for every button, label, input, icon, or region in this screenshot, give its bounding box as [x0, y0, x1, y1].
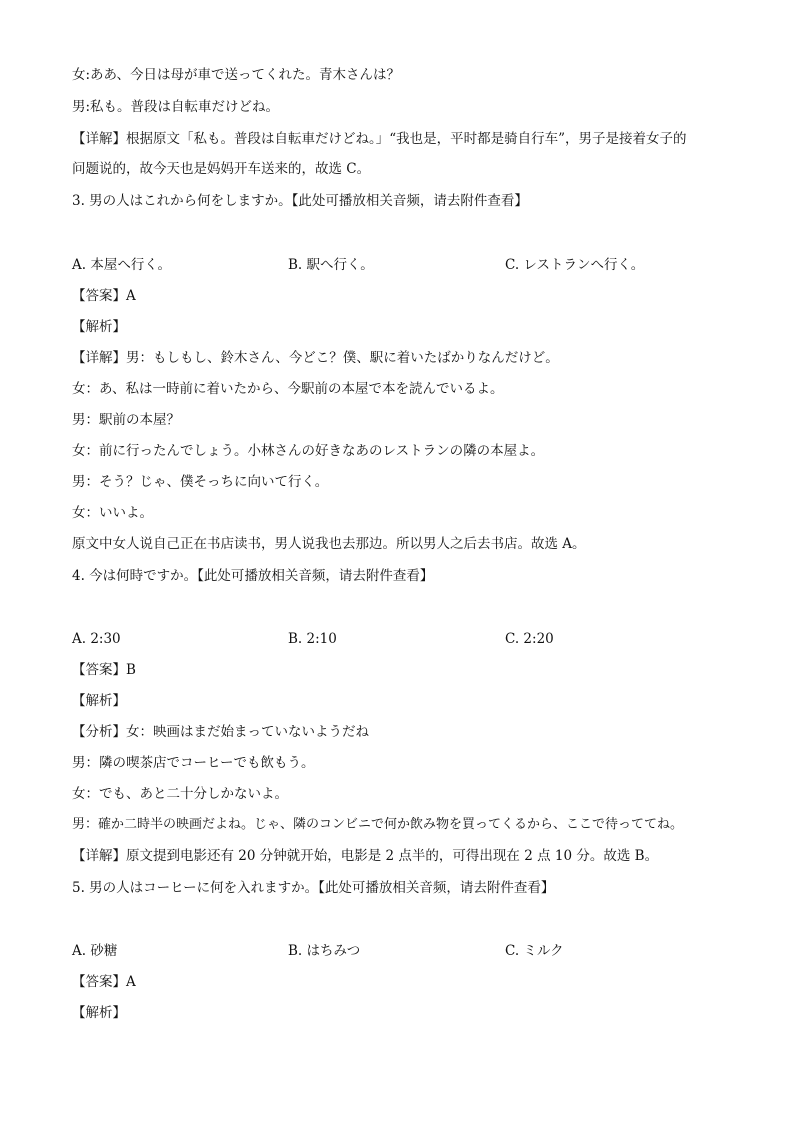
option-c: C. ミルク	[505, 943, 564, 959]
option-b: B. 駅へ行く。	[288, 257, 374, 273]
answer-label: 【答案】A	[72, 974, 136, 990]
dialogue-line: 女：あ、私は一時前に着いたから、今駅前の本屋で本を読んでいるよ。	[72, 381, 504, 397]
dialogue-line: 女：いいよ。	[72, 505, 153, 521]
dialogue-line: 男:私も。普段は自転車だけどね。	[72, 99, 280, 115]
option-b: B. はちみつ	[288, 943, 361, 959]
dialogue-line: 男：確か二時半の映画だよね。じゃ、隣のコンビニで何か飲み物を買ってくるから、ここで待っててね。	[72, 817, 684, 832]
option-a: A. 本屋へ行く。	[72, 257, 172, 273]
explanation-line: 【详解】根据原文「私も。普段は自転車だけどね。」“我也是，平时都是骑自行车”，男子是接着女子的	[72, 131, 687, 147]
option-c: C. レストランへ行く。	[505, 257, 645, 273]
question-5: 5. 男の人はコーヒーに何を入れますか。【此处可播放相关音频，请去附件查看】	[72, 880, 555, 896]
dialogue-line: 男：駅前の本屋？	[72, 412, 180, 428]
explanation-line: 原文中女人说自己正在书店读书，男人说我也去那边。所以男人之后去书店。故选 A。	[72, 536, 586, 552]
option-a: A. 砂糖	[72, 943, 118, 959]
dialogue-line: 男：隣の喫茶店でコーヒーでも飲もう。	[72, 755, 315, 771]
dialogue-line: 【详解】男：もしもし、鈴木さん、今どこ？僕、駅に着いたばかりなんだけど。	[72, 350, 559, 366]
explanation-line: 【详解】原文提到电影还有 20 分钟就开始，电影是 2 点半的，可得出现在 2 点 10 分。故选 B。	[72, 848, 659, 864]
dialogue-line: 【分析】女：映画はまだ始まっていないようだね	[72, 724, 369, 740]
option-a: A. 2:30	[72, 631, 121, 647]
option-c: C. 2:20	[505, 631, 554, 647]
option-b: B. 2:10	[288, 631, 337, 647]
analysis-label: 【解析】	[72, 693, 126, 709]
answer-label: 【答案】B	[72, 662, 136, 678]
dialogue-line: 女:ああ、今日は母が車で送ってくれた。青木さんは？	[72, 67, 401, 83]
answer-label: 【答案】A	[72, 288, 136, 304]
analysis-label: 【解析】	[72, 319, 126, 335]
dialogue-line: 女：でも、あと二十分しかないよ。	[72, 786, 288, 802]
question-4: 4. 今は何時ですか。【此处可播放相关音频，请去附件查看】	[72, 568, 434, 584]
dialogue-line: 女：前に行ったんでしょう。小林さんの好きなあのレストランの隣の本屋よ。	[72, 443, 545, 459]
explanation-line: 问题说的，故今天也是妈妈开车送来的，故选 C。	[72, 161, 371, 177]
analysis-label: 【解析】	[72, 1005, 126, 1021]
question-3: 3. 男の人はこれから何をしますか。【此处可播放相关音频，请去附件查看】	[72, 193, 528, 209]
dialogue-line: 男：そう？じゃ、僕そっちに向いて行く。	[72, 474, 329, 490]
